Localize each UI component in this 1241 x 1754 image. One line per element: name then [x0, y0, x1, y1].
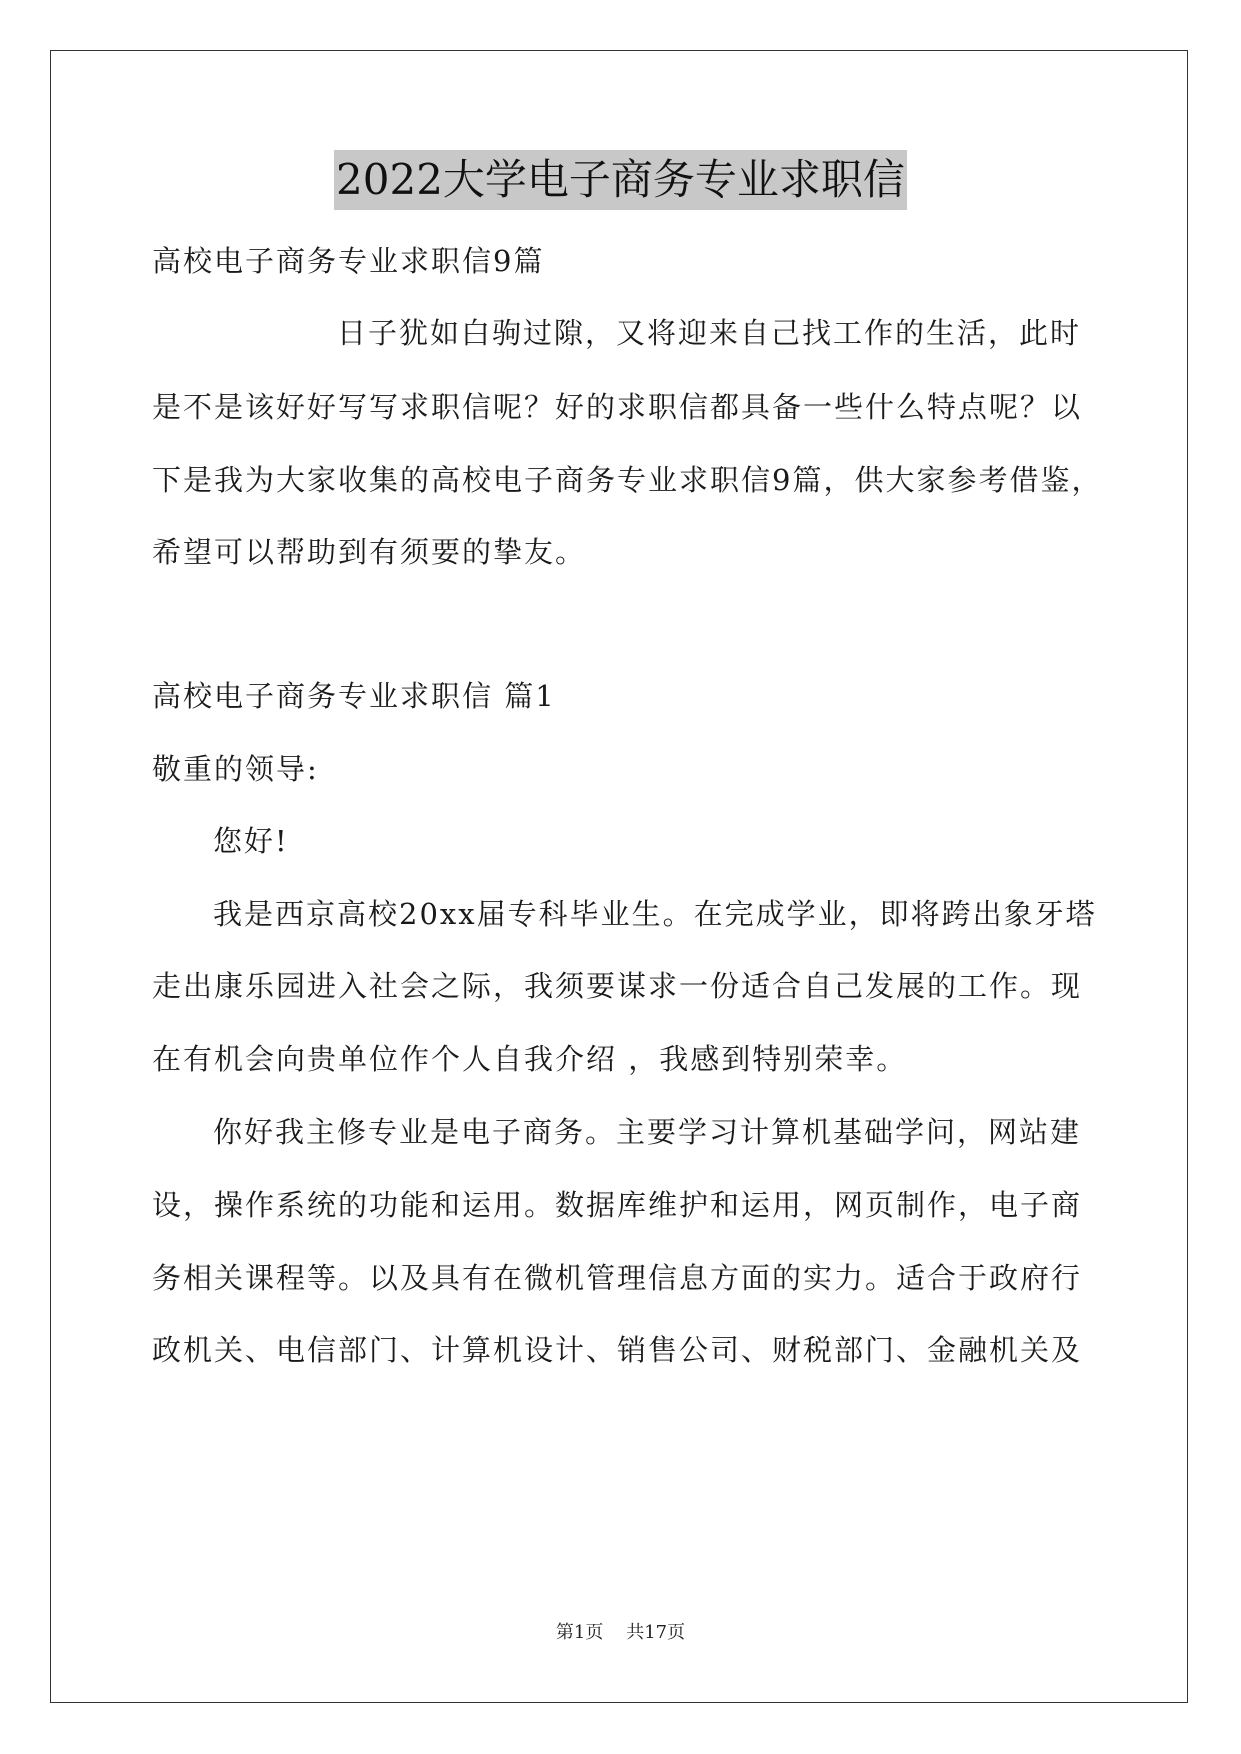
greeting: 您好! [213, 824, 289, 858]
page-footer: 第1页 共17页 [555, 1622, 686, 1643]
intro-line: 下是我为大家收集的高校电子商务专业求职信9篇，供大家参考借鉴， [152, 463, 1103, 497]
paragraph-line: 走出康乐园进入社会之际，我须要谋求一份适合自己发展的工作。现 [152, 969, 1083, 1003]
salutation: 敬重的领导: [152, 752, 319, 786]
paragraph-line: 在有机会向贵单位作个人自我介绍 ，我感到特别荣幸。 [152, 1042, 908, 1076]
section-heading: 高校电子商务专业求职信 篇1 [152, 679, 556, 713]
intro-line: 是不是该好好写写求职信呢？好的求职信都具备一些什么特点呢？以 [152, 390, 1083, 424]
page-border [50, 50, 1188, 1703]
document-title: 2022大学电子商务专业求职信 [334, 150, 907, 210]
intro-line: 日子犹如白驹过隙，又将迎来自己找工作的生活，此时 [337, 316, 1082, 350]
paragraph-line: 务相关课程等。以及具有在微机管理信息方面的实力。适合于政府行 [152, 1261, 1083, 1295]
intro-line: 希望可以帮助到有须要的挚友。 [152, 535, 587, 569]
paragraph-line: 你好我主修专业是电子商务。主要学习计算机基础学问，网站建 [213, 1115, 1082, 1149]
paragraph-line: 我是西京高校20xx届专科毕业生。在完成学业，即将跨出象牙塔 [213, 897, 1097, 931]
title-container [0, 150, 1241, 210]
document-subtitle: 高校电子商务专业求职信9篇 [152, 244, 545, 278]
paragraph-line: 政机关、电信部门、计算机设计、销售公司、财税部门、金融机关及 [152, 1333, 1083, 1367]
paragraph-line: 设，操作系统的功能和运用。数据库维护和运用，网页制作，电子商 [152, 1188, 1083, 1222]
